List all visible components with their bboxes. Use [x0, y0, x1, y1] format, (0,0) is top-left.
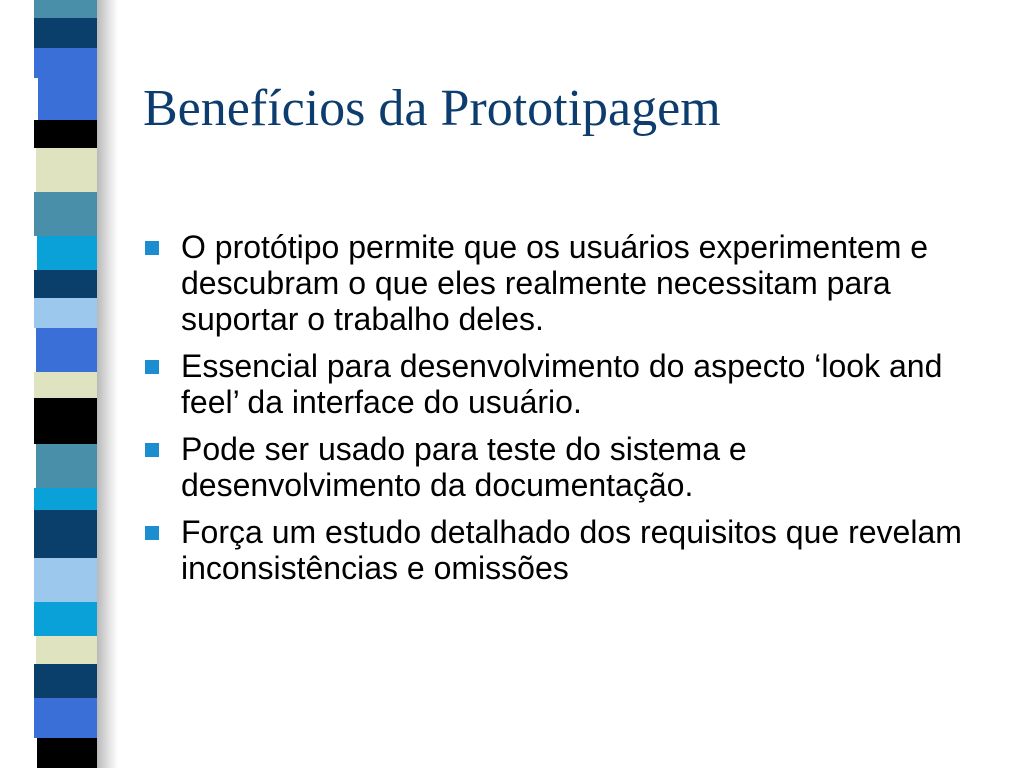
strip-color-block: [34, 510, 97, 558]
strip-color-block: [36, 328, 97, 372]
strip-color-block: [38, 78, 97, 120]
strip-color-block: [34, 270, 97, 298]
strip-color-block: [36, 148, 97, 192]
strip-color-block: [34, 664, 97, 698]
strip-color-block: [34, 192, 97, 236]
bullet-item: [145, 348, 995, 420]
slide-title: Benefícios da Prototipagem: [143, 80, 721, 137]
square-bullet-icon: [145, 443, 159, 457]
square-bullet-icon: [145, 360, 159, 374]
strip-color-block: [34, 298, 97, 328]
bullet-item: [145, 229, 995, 337]
strip-color-block: [34, 398, 97, 444]
bullet-text: O protótipo permite que os usuários experimentem e descubram o que eles realmente necessitam para suportar o trabalho deles.: [181, 229, 929, 337]
strip-color-block: [37, 236, 97, 270]
strip-shadow: [96, 0, 118, 768]
strip-color-block: [34, 698, 97, 738]
bullet-item: [145, 431, 995, 503]
bullet-item: [145, 514, 995, 586]
strip-color-block: [36, 636, 97, 664]
strip-color-block: [34, 602, 97, 636]
bullet-list: [145, 229, 995, 597]
square-bullet-icon: [145, 241, 159, 255]
bullet-text: Força um estudo detalhado dos requisitos que revelam inconsistências e omissões: [181, 514, 962, 586]
color-block-strip: [34, 0, 97, 768]
strip-color-block: [34, 18, 97, 48]
strip-color-block: [36, 444, 97, 488]
strip-color-block: [34, 120, 97, 148]
strip-color-block: [34, 488, 97, 510]
strip-color-block: [34, 48, 97, 78]
strip-color-block: [37, 738, 97, 768]
bullet-text: Pode ser usado para teste do sistema e desenvolvimento da documentação.: [181, 431, 747, 503]
strip-color-block: [34, 0, 97, 18]
decorative-strip: [0, 0, 120, 768]
square-bullet-icon: [145, 526, 159, 540]
strip-color-block: [34, 372, 97, 398]
strip-color-block: [34, 558, 97, 602]
bullet-text: Essencial para desenvolvimento do aspecto ‘look and feel’ da interface do usuário.: [181, 348, 943, 420]
